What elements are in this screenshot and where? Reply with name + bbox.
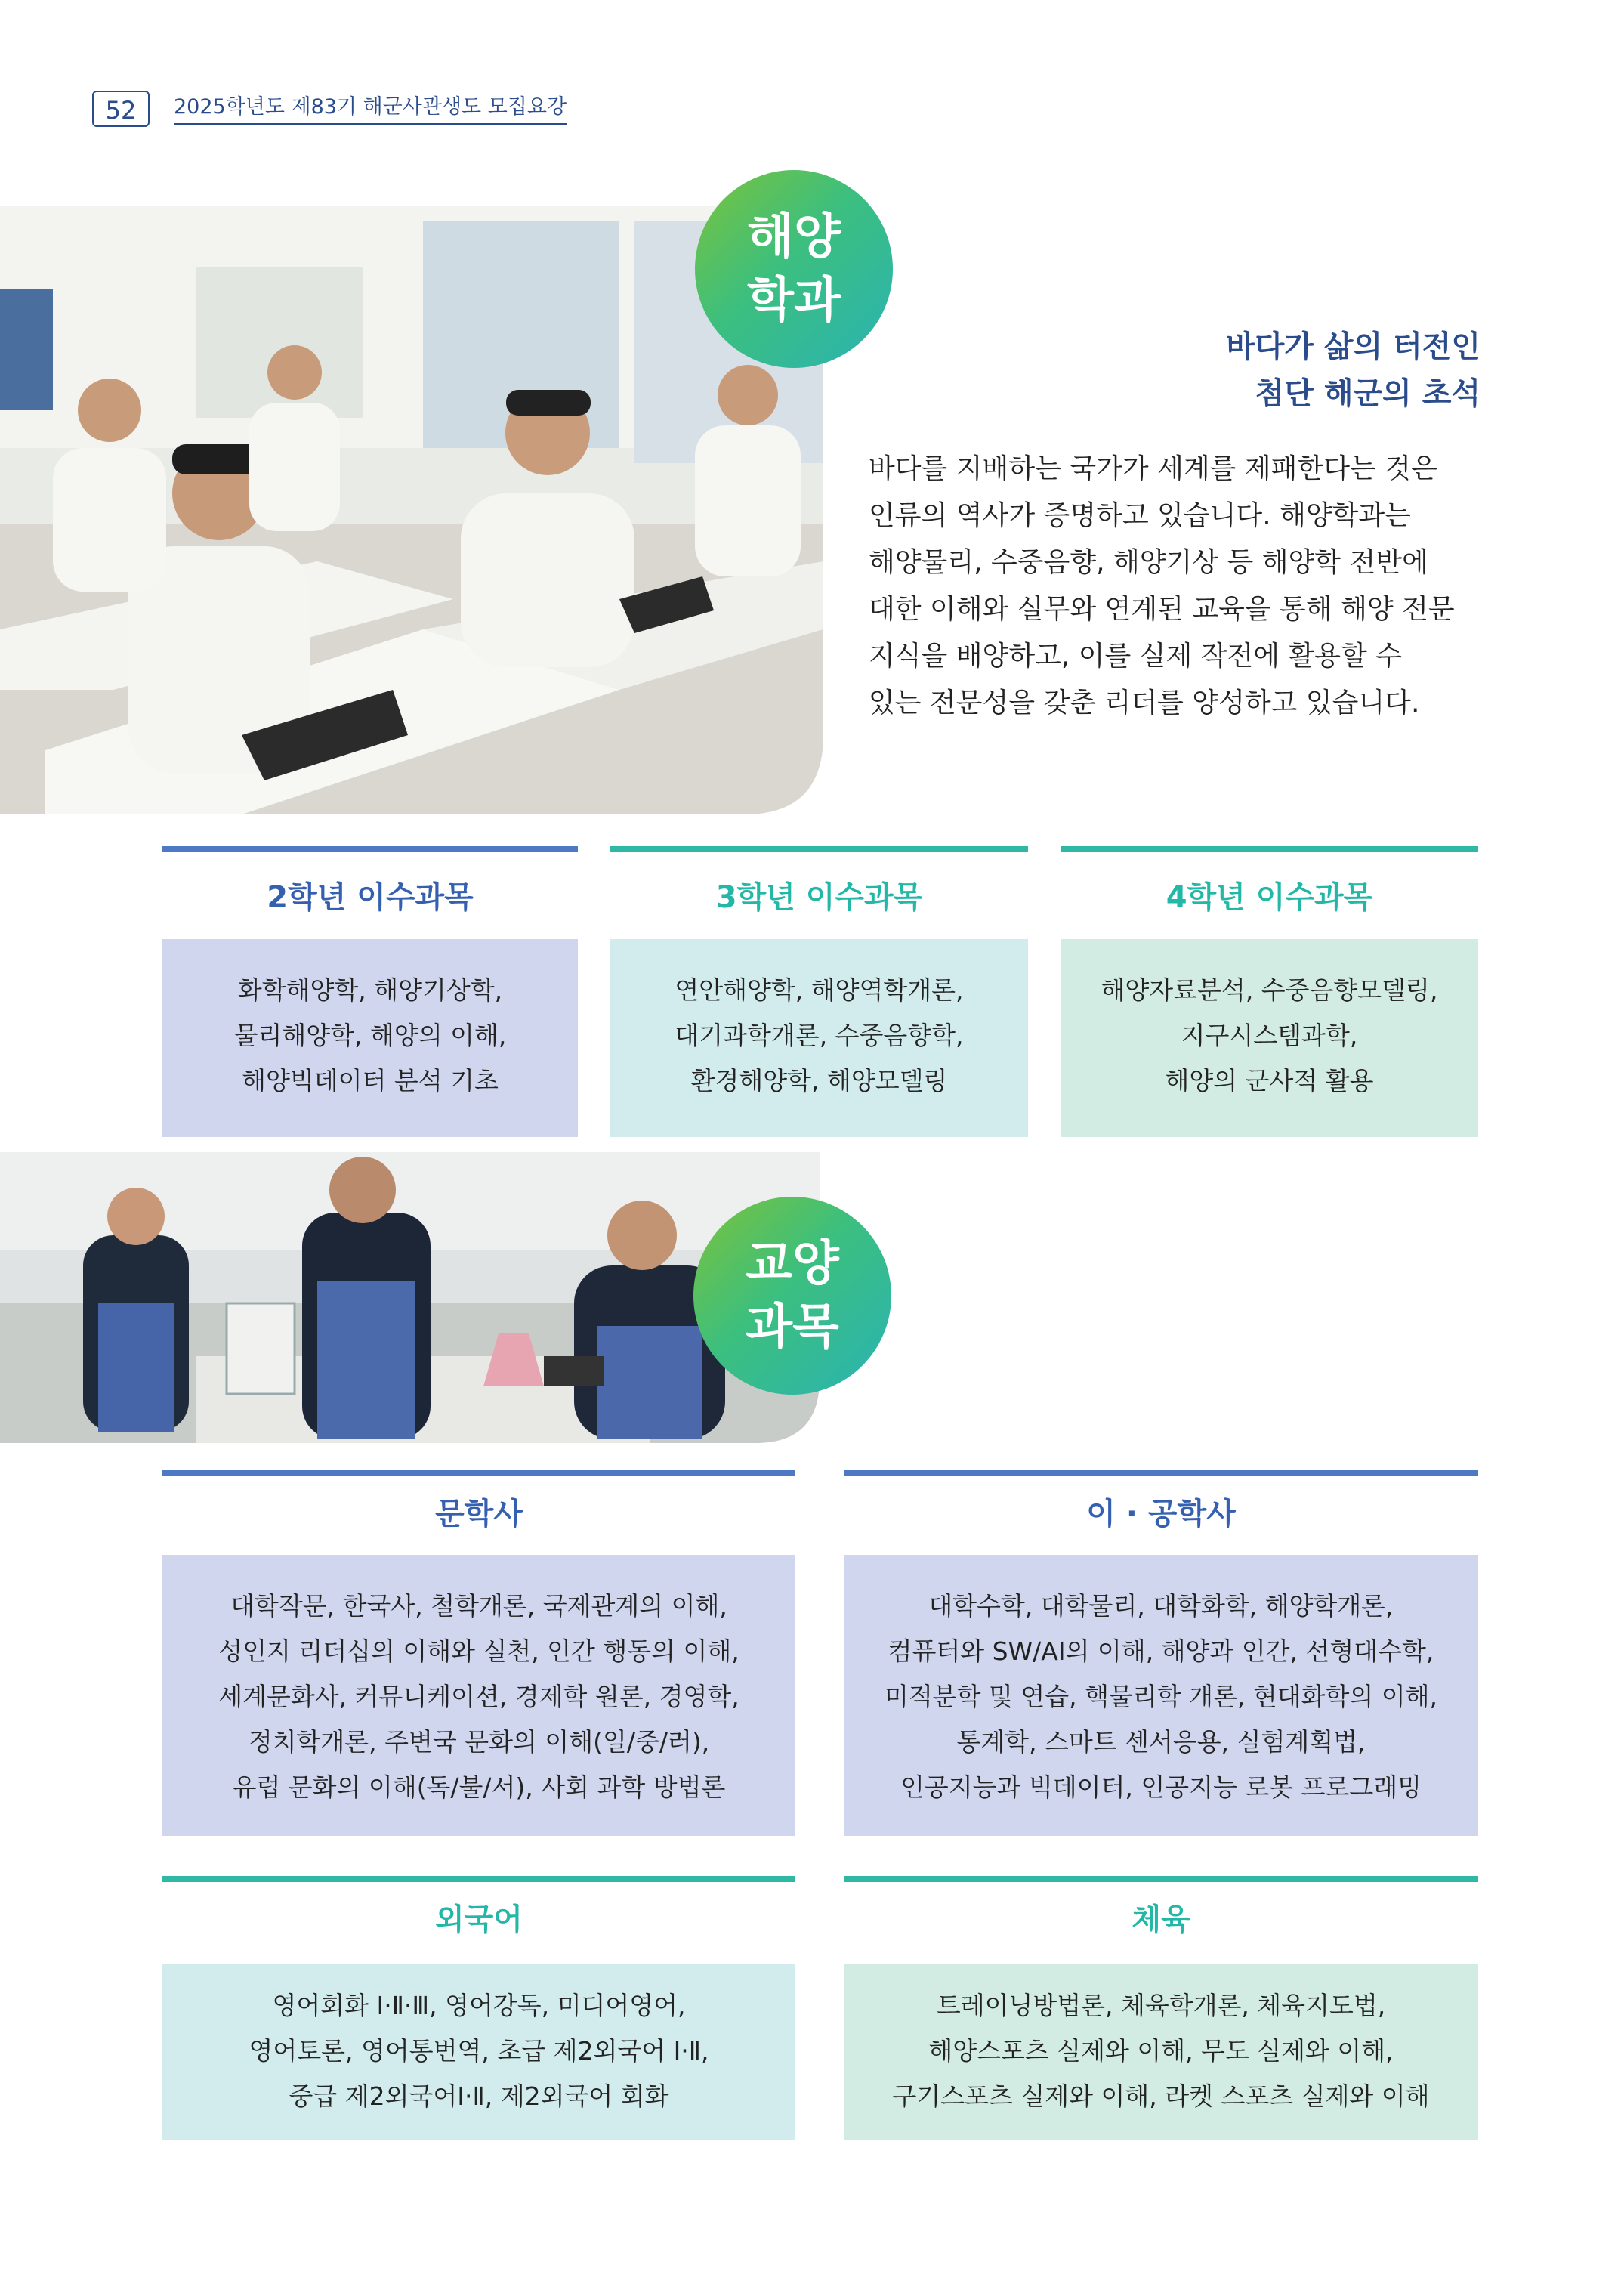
course-line: 환경해양학, 해양모델링 [690, 1066, 948, 1096]
body-line: 있는 전문성을 갖춘 리더를 양성하고 있습니다. [869, 688, 1420, 718]
panel-bar [162, 846, 578, 852]
intro-body [869, 446, 1480, 727]
panel-title: 4학년 이수과목 [1166, 880, 1373, 915]
body-line: 지식을 배양하고, 이를 실제 작전에 활용할 수 [869, 641, 1403, 672]
panel-bar [844, 1876, 1478, 1882]
badge-line-1: 교양 [746, 1236, 839, 1292]
course-line: 지구시스템과학, [1181, 1021, 1358, 1050]
course-line: 구기스포츠 실제와 이해, 라켓 스포츠 실제와 이해 [892, 2081, 1430, 2111]
course-line: 영어토론, 영어통번역, 초급 제2외국어 Ⅰ·Ⅱ, [249, 2036, 709, 2066]
panel-foreign-language [162, 1876, 795, 2140]
panel-title: 체육 [1132, 1902, 1190, 1937]
body-line: 인류의 역사가 증명하고 있습니다. 해양학과는 [869, 500, 1411, 531]
course-line: 연안해양학, 해양역학개론, [675, 975, 964, 1005]
panel-content [844, 1555, 1478, 1836]
course-line: 정치학개론, 주변국 문화의 이해(일/중/러), [248, 1727, 710, 1757]
course-line: 유럽 문화의 이해(독/불/서), 사회 과학 방법론 [232, 1772, 726, 1802]
panel-content [162, 1555, 795, 1836]
panel-title: 3학년 이수과목 [715, 880, 923, 915]
course-panel-year4 [1061, 846, 1478, 1137]
course-panel-year2 [162, 846, 578, 1137]
course-line: 해양빅데이터 분석 기초 [242, 1066, 499, 1096]
course-line: 세계문화사, 커뮤니케이션, 경제학 원론, 경영학, [218, 1682, 739, 1711]
course-line: 대학작문, 한국사, 철학개론, 국제관계의 이해, [230, 1591, 727, 1621]
course-line: 화학해양학, 해양기상학, [237, 975, 503, 1005]
panel-bar [1061, 846, 1478, 852]
panel-content [162, 939, 578, 1137]
course-line: 컴퓨터와 SW/AI의 이해, 해양과 인간, 선형대수학, [888, 1636, 1434, 1666]
panel-bar [610, 846, 1028, 852]
course-line: 해양의 군사적 활용 [1165, 1066, 1374, 1096]
course-line: 대기과학개론, 수중음향학, [675, 1021, 964, 1050]
course-line: 미적분학 및 연습, 핵물리학 개론, 현대화학의 이해, [885, 1682, 1437, 1711]
course-line: 중급 제2외국어Ⅰ·Ⅱ, 제2외국어 회화 [289, 2081, 669, 2111]
panel-bar [162, 1876, 795, 1882]
body-line: 바다를 지배하는 국가가 세계를 제패한다는 것은 [869, 453, 1437, 484]
panel-bar [844, 1470, 1478, 1476]
course-line: 영어회화 Ⅰ·Ⅱ·Ⅲ, 영어강독, 미디어영어, [272, 1991, 686, 2020]
header-title: 2025학년도 제83기 해군사관생도 모집요강 [174, 94, 567, 125]
panel-title: 이 · 공학사 [1086, 1497, 1236, 1531]
panel-bar [162, 1470, 795, 1476]
course-line: 해양자료분석, 수중음향모델링, [1101, 975, 1438, 1005]
panel-content [1061, 939, 1478, 1137]
panel-physical-education [844, 1876, 1478, 2140]
panel-title: 문학사 [435, 1497, 523, 1531]
badge-line-2: 학과 [747, 273, 841, 329]
liberal-arts-badge [693, 1197, 891, 1395]
course-line: 성인지 리더십의 이해와 실천, 인간 행동의 이해, [218, 1636, 739, 1666]
course-panel-year3 [610, 846, 1028, 1137]
course-line: 인공지능과 빅데이터, 인공지능 로봇 프로그래밍 [900, 1772, 1422, 1802]
panel-title: 2학년 이수과목 [267, 880, 474, 915]
panel-content [162, 1964, 795, 2140]
panel-humanities [162, 1470, 795, 1836]
course-line: 통계학, 스마트 센서응용, 실험계획법, [956, 1727, 1366, 1757]
page-number: 52 [92, 91, 150, 127]
course-line: 물리해양학, 해양의 이해, [233, 1021, 507, 1050]
panel-content [844, 1964, 1478, 2140]
oceanography-badge [695, 170, 893, 368]
body-line: 대한 이해와 실무와 연계된 교육을 통해 해양 전문 [869, 594, 1455, 625]
course-line: 트레이닝방법론, 체육학개론, 체육지도법, [936, 1991, 1386, 2020]
badge-line-1: 해양 [747, 209, 841, 265]
intro-subtitle [1226, 323, 1480, 417]
subtitle-line-2: 첨단 해군의 초석 [1255, 376, 1480, 411]
subtitle-line-1: 바다가 삶의 터전인 [1226, 329, 1480, 364]
course-line: 대학수학, 대학물리, 대학화학, 해양학개론, [928, 1591, 1394, 1621]
body-line: 해양물리, 수중음향, 해양기상 등 해양학 전반에 [869, 547, 1428, 578]
panel-title: 외국어 [435, 1902, 523, 1937]
panel-science-engineering [844, 1470, 1478, 1836]
panel-content [610, 939, 1028, 1137]
badge-line-2: 과목 [746, 1299, 839, 1355]
course-line: 해양스포츠 실제와 이해, 무도 실제와 이해, [928, 2036, 1394, 2066]
